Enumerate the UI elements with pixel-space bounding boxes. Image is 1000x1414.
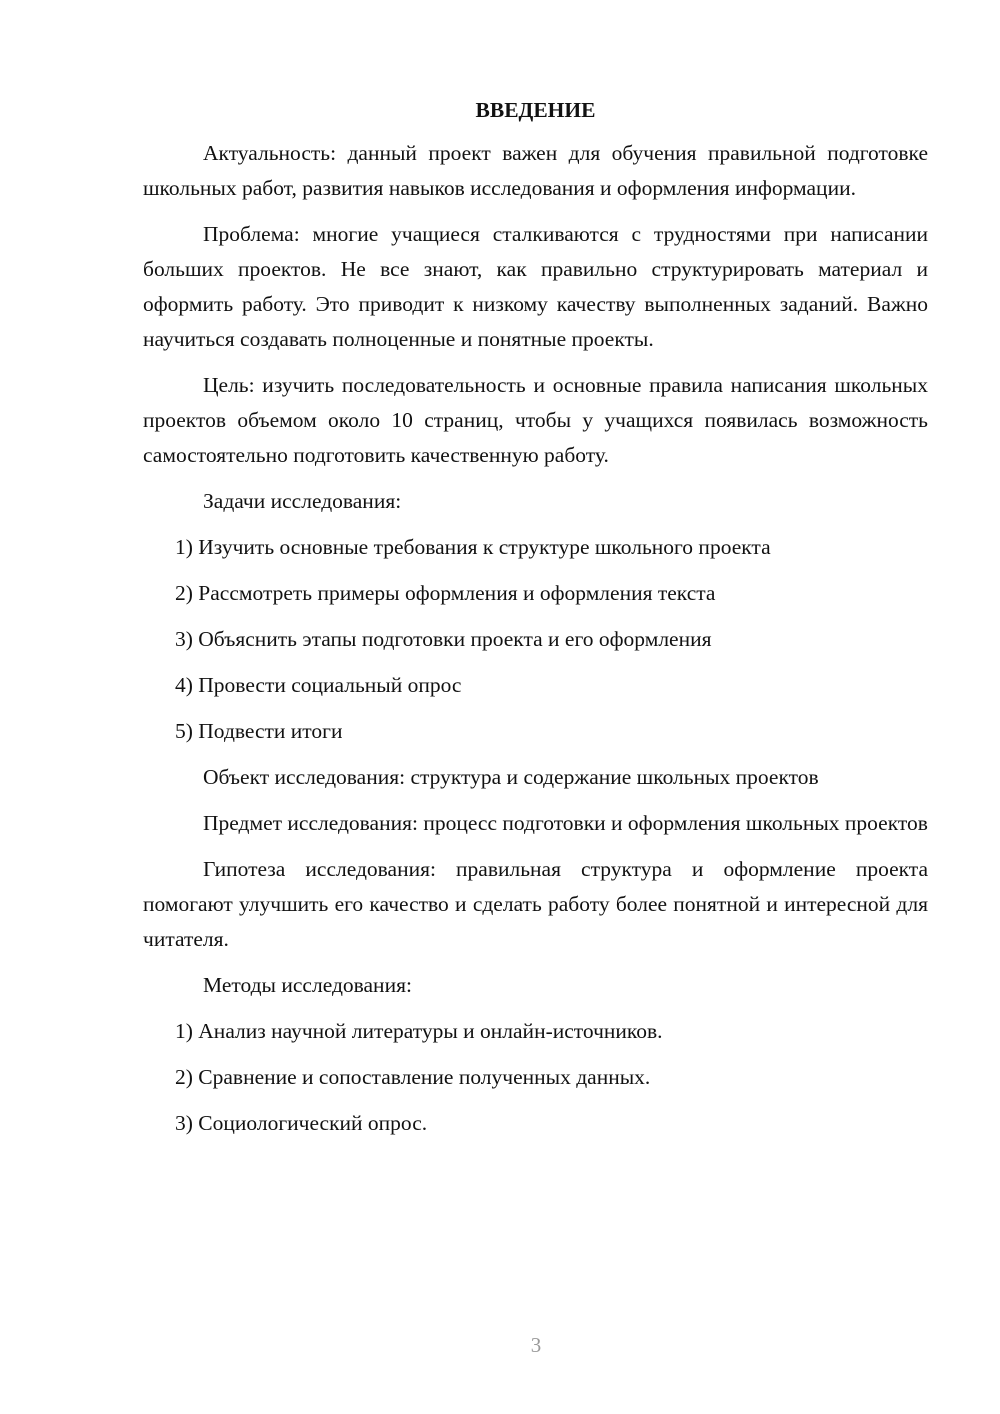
task-item: 5) Подвести итоги [175,719,343,743]
relevance-paragraph: Актуальность: данный проект важен для обучения правильной подготовке школьных работ, развития навыков исследования и оформления информации. [143,141,928,200]
task-item: 4) Провести социальный опрос [175,673,462,697]
task-item: 1) Изучить основные требования к структуре школьного проекта [175,535,771,559]
subject-paragraph: Предмет исследования: процесс подготовки и оформления школьных проектов [203,811,928,835]
method-item: 2) Сравнение и сопоставление полученных данных. [175,1065,651,1089]
problem-paragraph: Проблема: многие учащиеся сталкиваются с трудностями при написании больших проектов. Не все знают, как правильно структурировать материал и оформить работу. Это приводит к низкому качеству выполненных заданий. Важно научиться создавать полноценные и понятные проекты. [143,222,928,351]
task-item: 3) Объяснить этапы подготовки проекта и его оформления [175,627,712,651]
methods-list [143,1014,928,1141]
hypothesis-paragraph: Гипотеза исследования: правильная структура и оформление проекта помогают улучшить его качество и сделать работу более понятной и интересной для читателя. [143,857,928,951]
page-content [143,95,928,1152]
methods-title: Методы исследования: [203,973,412,997]
method-item: 3) Социологический опрос. [175,1111,428,1135]
object-paragraph: Объект исследования: структура и содержание школьных проектов [203,765,819,789]
page-number: 3 [530,1333,542,1357]
tasks-list [143,530,928,749]
method-item: 1) Анализ научной литературы и онлайн-источников. [175,1019,663,1043]
task-item: 2) Рассмотреть примеры оформления и оформления текста [175,581,716,605]
section-heading: ВВЕДЕНИЕ [475,98,596,122]
goal-paragraph: Цель: изучить последовательность и основные правила написания школьных проектов объемом около 10 страниц, чтобы у учащихся появилась возможность самостоятельно подготовить качественную работу. [143,373,928,467]
tasks-title: Задачи исследования: [203,489,402,513]
